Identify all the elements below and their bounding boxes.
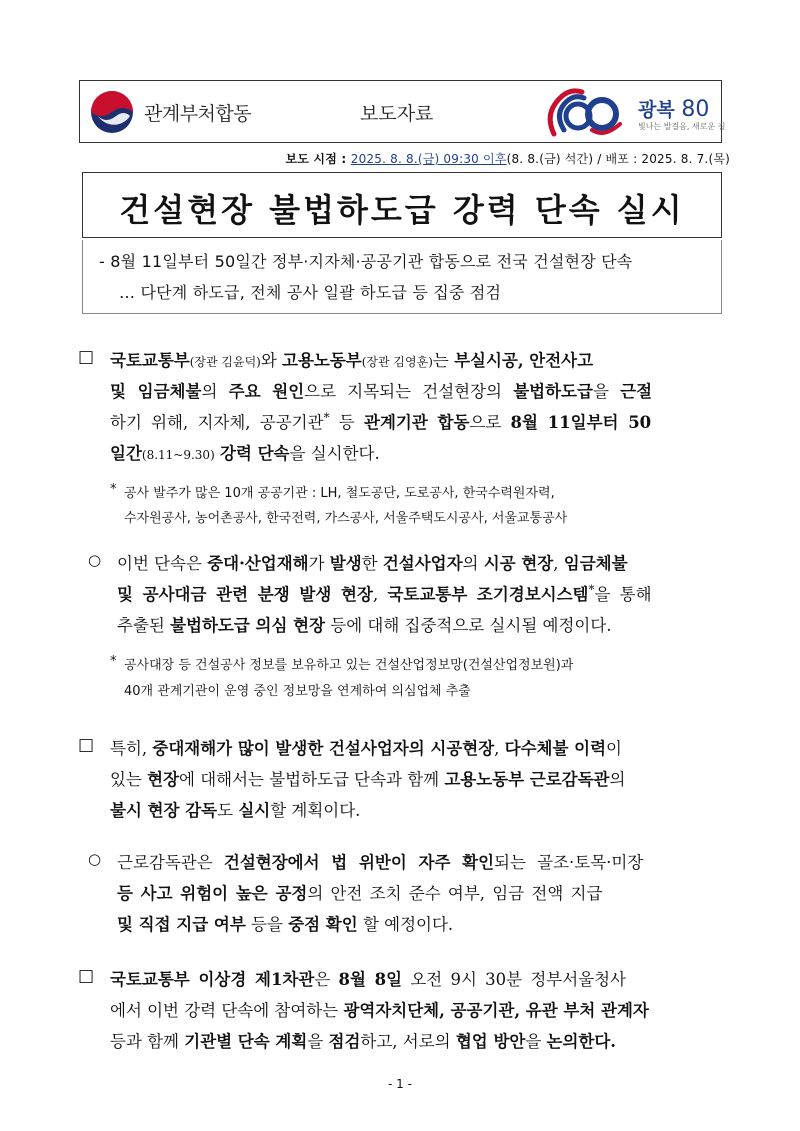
para2-line-3 (117, 612, 612, 636)
para1-text: 의 (201, 382, 229, 401)
liberation-80-logo-icon (542, 84, 632, 140)
box-bullet: □ (78, 735, 95, 755)
footnote-marker: * (110, 654, 117, 669)
para1-line-3 (110, 409, 651, 433)
para3-text: 실시 (238, 801, 271, 820)
footnote-marker: * (110, 482, 117, 497)
para4-text: 근로감독관은 (117, 853, 224, 872)
brand-text: 광복 (638, 99, 675, 121)
para4-text: 중점 확인 (288, 915, 358, 934)
para1-text: 강력 단속 (220, 444, 290, 463)
para1-text: 등 (329, 413, 364, 432)
subtitle-line-1: - 8월 11일부터 50일간 정부·지자체·공공기관 합동으로 전국 건설현장 단속 (99, 252, 633, 271)
para3-text: 있는 (110, 770, 148, 789)
org-name: 관계부처합동 (144, 103, 252, 125)
para5-text: 에서 이번 강력 단속에 참여하는 (110, 1001, 344, 1020)
para1-text: 고용노동부 (282, 351, 362, 370)
para2-text: 가 (308, 554, 330, 573)
para1-text: (장관 김영훈) (361, 355, 433, 369)
para2-text: 이번 단속은 (117, 554, 208, 573)
para2-text: 및 공사대금 관련 분쟁 발생 현장 (117, 585, 373, 604)
para2-text: 임금체불 (563, 554, 628, 573)
para2-text: 의 (462, 554, 484, 573)
para3-text: 에 대해서는 불법하도급 단속과 함께 (179, 770, 445, 789)
para4-text: 등을 (245, 915, 289, 934)
release-time-suffix: (8. 8.(금) 석간) (506, 152, 594, 166)
para1-text: 을 (592, 382, 621, 401)
para5-text: 논의한다. (546, 1032, 617, 1051)
para5-line-2 (110, 997, 649, 1021)
para4-text: 등 사고 위험이 높은 공정 (117, 884, 308, 903)
para1-text: 근절 (620, 382, 653, 401)
para5-text: 을 (307, 1032, 329, 1051)
para1-line-1 (110, 347, 593, 371)
box-bullet: □ (78, 966, 95, 986)
para5-line-1 (110, 966, 626, 990)
para1-text: 8월 11일부터 50 (510, 413, 652, 432)
para2-text: 건설사업자 (382, 554, 463, 573)
brand-name (638, 95, 709, 122)
doc-type: 보도자료 (360, 103, 434, 125)
para5-text: 은 (314, 970, 339, 989)
para2-text: 중대·산업재해 (207, 554, 309, 573)
subtitle-line-2: … 다단계 하도급, 전체 공사 일괄 하도급 등 집중 점검 (119, 283, 502, 302)
para2-text: , (553, 554, 564, 573)
government-emblem-icon (90, 90, 134, 134)
para3-line-1 (110, 735, 622, 759)
para1-text: 주요 원인 (228, 382, 305, 401)
title-box (82, 172, 722, 238)
para2-text: 한 (361, 554, 383, 573)
para4-line-2 (117, 880, 602, 904)
para5-text: 협업 방안 (455, 1032, 526, 1051)
para4-text: 건설현장에서 법 위반이 자주 확인 (223, 853, 495, 872)
para1-text: 관계기관 합동 (364, 413, 470, 432)
para1-text: 하기 위해, 지자체, 공공기관 (110, 413, 324, 432)
brand-slogan: 빛나는 발걸음, 새로운 길 (638, 122, 726, 131)
para1-text: 국토교통부 (110, 351, 190, 370)
para1-text: 으로 (469, 413, 511, 432)
para5-line-3 (110, 1028, 616, 1052)
para1-text: 부실시공, 안전사고 (454, 351, 594, 370)
para1-line-4 (110, 440, 380, 464)
note2-line-1: 공사대장 등 건설공사 정보를 보유하고 있는 건설산업정보망(건설산업정보원)과 (124, 658, 574, 673)
para4-line-3 (117, 911, 453, 935)
para5-text: 국토교통부 이상경 제1차관 (110, 970, 315, 989)
para2-text: 불법하도급 의심 현장 (170, 616, 326, 635)
para2-text: 을 통해 (594, 585, 652, 604)
page-title: 건설현장 불법하도급 강력 단속 실시 (119, 191, 685, 229)
para4-line-1 (117, 849, 643, 873)
header-box (79, 80, 726, 143)
para5-text: 기관별 단속 계획 (184, 1032, 308, 1051)
para3-text: 할 계획이다. (270, 801, 361, 820)
para1-text: 불법하도급 (513, 382, 593, 401)
para5-text: 광역자치단체, 공공기관, 유관 부처 관계자 (343, 1001, 649, 1020)
para4-text: 의 안전 조치 준수 여부, 임금 전액 지급 (307, 884, 603, 903)
para5-text: 을 (525, 1032, 547, 1051)
para5-text: 점검 (328, 1032, 361, 1051)
para3-line-3 (110, 797, 360, 821)
para5-text: 하고, 서로의 (360, 1032, 456, 1051)
para1-text: 을 실시한다. (289, 444, 380, 463)
para2-text: * (588, 582, 595, 597)
note1-line-1: 공사 발주가 많은 10개 공공기관 : LH, 철도공단, 도로공사, 한국수력원자력, (124, 486, 555, 501)
para4-text: 및 직접 지급 여부 (117, 915, 246, 934)
para2-text: 발생 (329, 554, 362, 573)
para3-line-2 (110, 766, 625, 790)
release-info (0, 150, 730, 167)
circle-bullet: ○ (88, 850, 102, 868)
para3-text: 불시 현장 감독 (110, 801, 218, 820)
release-label: 보도 시점 : (285, 152, 351, 166)
para3-text: , (494, 739, 505, 758)
para1-text: 는 (432, 351, 455, 370)
para3-text: 고용노동부 근로감독관 (444, 770, 610, 789)
para3-text: 도 (217, 801, 239, 820)
para5-text: 8월 8일 (338, 970, 403, 989)
para2-line-2 (117, 581, 652, 605)
page-number: - 1 - (388, 1077, 412, 1091)
para5-text: 오전 9시 30분 정부서울청사 (402, 970, 626, 989)
subtitle-box (82, 240, 722, 314)
para1-text: 와 (260, 351, 283, 370)
para3-text: 이 (606, 739, 622, 758)
box-bullet: □ (78, 347, 95, 367)
note2-line-2: 40개 관계기관이 운영 중인 정보망을 연계하여 의심업체 추출 (124, 684, 471, 699)
para3-text: 다수체불 이력 (504, 739, 607, 758)
release-distribution: / 배포 : 2025. 8. 7.(목) (593, 152, 730, 166)
para3-text: 의 (609, 770, 626, 789)
para3-text: 중대재해가 많이 발생한 건설사업자의 시공현장 (152, 739, 495, 758)
para1-text: 으로 지목되는 건설현장의 (304, 382, 514, 401)
para3-text: 현장 (147, 770, 180, 789)
para1-text: 일간 (110, 444, 142, 463)
para1-line-2 (110, 378, 652, 402)
para3-text: 특히, (110, 739, 153, 758)
circle-bullet: ○ (88, 551, 102, 569)
para2-line-1 (117, 550, 628, 574)
para1-text: * (323, 410, 330, 425)
para4-text: 되는 골조·토목·미장 (494, 853, 644, 872)
para2-text: 추출된 (117, 616, 171, 635)
release-time: 2025. 8. 8.(금) 09:30 이후 (350, 152, 507, 166)
para1-text: (8.11~9.30) (141, 448, 215, 462)
note1-line-2: 수자원공사, 농어촌공사, 한국전력, 가스공사, 서울주택도시공사, 서울교통공사 (124, 511, 568, 526)
para2-text: , (372, 585, 388, 604)
para1-text: 및 임금체불 (110, 382, 202, 401)
para2-text: 등에 대해 집중적으로 실시될 예정이다. (325, 616, 612, 635)
para4-text: 할 예정이다. (357, 915, 454, 934)
para2-text: 국토교통부 조기경보시스템 (387, 585, 589, 604)
para5-text: 등과 함께 (110, 1032, 185, 1051)
brand-number: 80 (681, 97, 710, 122)
para2-text: 시공 현장 (483, 554, 554, 573)
para1-text: (장관 김윤덕) (189, 355, 261, 369)
